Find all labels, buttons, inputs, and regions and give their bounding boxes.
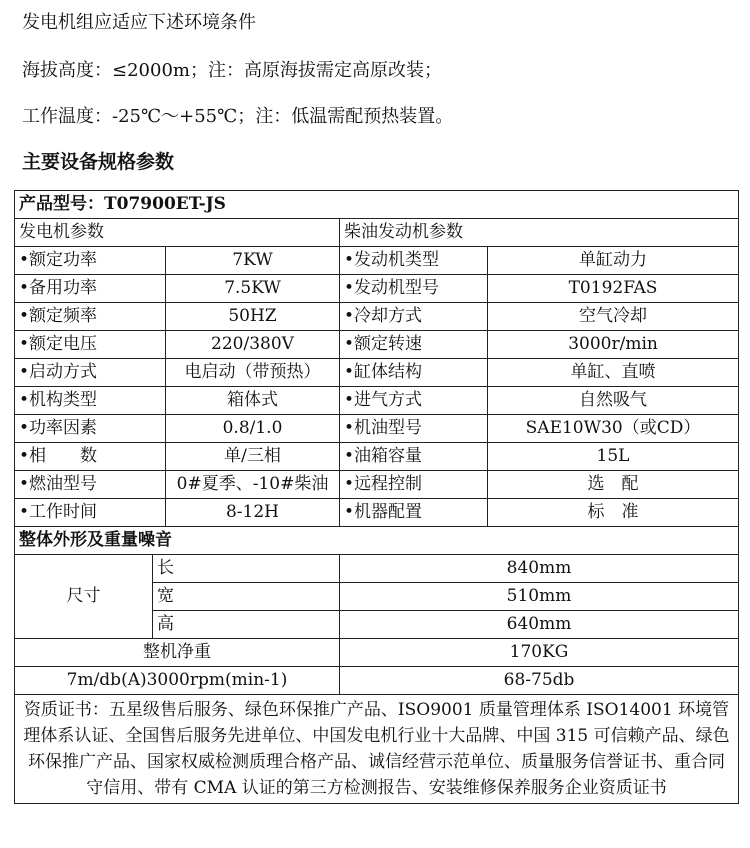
net-weight-value: 170KG [340, 639, 739, 667]
generator-param-value: 50HZ [166, 303, 340, 331]
engine-param-value: 标 准 [488, 499, 739, 527]
generator-param-value: 电启动（带预热） [166, 359, 340, 387]
generator-param-value: 0#夏季、-10#柴油 [166, 471, 340, 499]
engine-param-label: •冷却方式 [340, 303, 488, 331]
generator-param-label: •额定功率 [15, 247, 166, 275]
generator-param-value: 7.5KW [166, 275, 340, 303]
generator-param-label: •燃油型号 [15, 471, 166, 499]
generator-param-label: •工作时间 [15, 499, 166, 527]
length-label: 长 [153, 555, 340, 583]
engine-param-value: 单缸动力 [488, 247, 739, 275]
engine-param-label: •进气方式 [340, 387, 488, 415]
intro-line-altitude: 海拔高度：≤2000m；注：高原海拔需定高原改装； [22, 60, 442, 81]
intro-line-1: 发电机组应适应下述环境条件 [22, 12, 256, 33]
qualifications-text: 资质证书：五星级售后服务、绿色环保推广产品、ISO9001 质量管理体系 ISO14001 环境管理体系认证、全国售后服务先进单位、中国发电机行业十大品牌、中国 315 可信赖产品、绿色环保推广产品、国家权威检测质理合格产品、诚信经营示范单位、质量服务信誉证书、重合同守信用、带有 CMA 认证的第三方检测报告、安装维修保养服务企业资质证书 [15, 695, 739, 804]
spec-row [15, 359, 739, 387]
engine-param-label: •发动机类型 [340, 247, 488, 275]
engine-param-label: •机器配置 [340, 499, 488, 527]
engine-param-label: •油箱容量 [340, 443, 488, 471]
height-value: 640mm [340, 611, 739, 639]
generator-param-label: •机构类型 [15, 387, 166, 415]
dimensions-title: 整体外形及重量噪音 [15, 527, 739, 555]
generator-param-label: •启动方式 [15, 359, 166, 387]
product-model: 产品型号：T07900ET-JS [15, 191, 739, 219]
width-value: 510mm [340, 583, 739, 611]
generator-param-label: •功率因素 [15, 415, 166, 443]
generator-param-value: 220/380V [166, 331, 340, 359]
engine-param-value: 3000r/min [488, 331, 739, 359]
height-label: 高 [153, 611, 340, 639]
engine-param-value: 单缸、直喷 [488, 359, 739, 387]
spec-row [15, 387, 739, 415]
spec-row [15, 443, 739, 471]
noise-value: 68-75db [340, 667, 739, 695]
generator-param-value: 箱体式 [166, 387, 340, 415]
engine-param-label: •缸体结构 [340, 359, 488, 387]
generator-param-label: •额定电压 [15, 331, 166, 359]
spec-row [15, 247, 739, 275]
generator-param-label: •备用功率 [15, 275, 166, 303]
generator-param-value: 8-12H [166, 499, 340, 527]
intro-line-temperature: 工作温度：-25℃～+55℃；注：低温需配预热装置。 [22, 106, 454, 127]
generator-param-label: •额定频率 [15, 303, 166, 331]
spec-table [14, 190, 739, 804]
engine-param-label: •机油型号 [340, 415, 488, 443]
spec-row [15, 331, 739, 359]
engine-params-header: 柴油发动机参数 [340, 219, 739, 247]
spec-row [15, 275, 739, 303]
size-label: 尺寸 [15, 555, 153, 639]
width-label: 宽 [153, 583, 340, 611]
length-value: 840mm [340, 555, 739, 583]
section-title: 主要设备规格参数 [22, 151, 175, 173]
generator-param-value: 单/三相 [166, 443, 340, 471]
engine-param-value: 自然吸气 [488, 387, 739, 415]
spec-row [15, 303, 739, 331]
generator-params-header: 发电机参数 [15, 219, 340, 247]
engine-param-value: 选 配 [488, 471, 739, 499]
noise-label: 7m/db(A)3000rpm(min-1) [15, 667, 340, 695]
engine-param-label: •额定转速 [340, 331, 488, 359]
spec-row [15, 415, 739, 443]
engine-param-value: 空气冷却 [488, 303, 739, 331]
generator-param-value: 0.8/1.0 [166, 415, 340, 443]
engine-param-label: •发动机型号 [340, 275, 488, 303]
spec-row [15, 471, 739, 499]
net-weight-label: 整机净重 [15, 639, 340, 667]
engine-param-value: SAE10W30（或CD） [488, 415, 739, 443]
engine-param-label: •远程控制 [340, 471, 488, 499]
engine-param-value: 15L [488, 443, 739, 471]
spec-row [15, 499, 739, 527]
generator-param-label: •相 数 [15, 443, 166, 471]
generator-param-value: 7KW [166, 247, 340, 275]
engine-param-value: T0192FAS [488, 275, 739, 303]
